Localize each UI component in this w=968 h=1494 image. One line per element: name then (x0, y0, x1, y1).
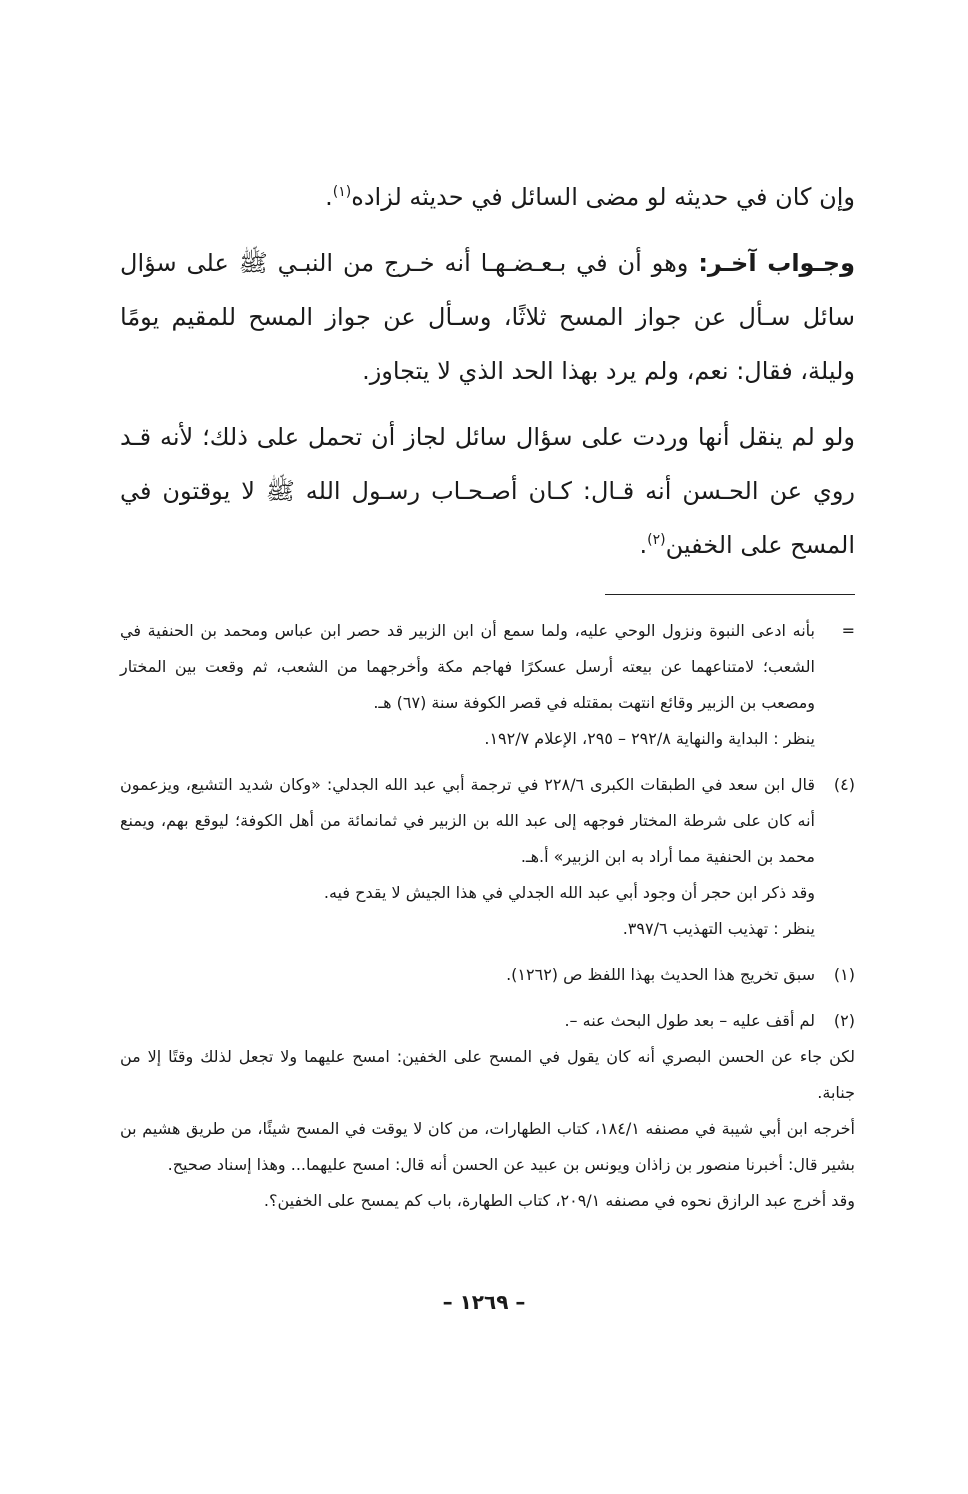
main-paragraph-2 (120, 236, 855, 398)
footnote-mark: (٤) (833, 775, 855, 794)
footnote-text: سبق تخريج هذا الحديث بهذا اللفظ ص (١٢٦٢). (506, 965, 815, 984)
main-text-end: . (639, 531, 648, 559)
footnote-text: وقد ذكر ابن حجر أن وجود أبي عبد الله الجدلي في هذا الجيش لا يقدح فيه. (323, 883, 815, 902)
main-text-end: . (325, 183, 333, 211)
footnote-mark: (٢) (833, 1011, 855, 1030)
main-text: ولو لم ينقل أنها وردت على سؤال سائل لجاز أن تحمل على ذلك؛ لأنه قـد روي عن الحـسن أنه قـال: كـان أصـحـاب رسـول الله ﷺ لا يوقتون في المسح على الخفين (120, 423, 855, 559)
footnote-text: وقد أخرج عبد الرازق نحوه في مصنفه ٢٠٩/١، كتاب الطهارة، باب كم يمسح على الخفين؟. (263, 1191, 855, 1210)
main-text: وهو أن في بـعـضـهـا أنه خـرج من النبـي ﷺ على سؤال سائل سـأل عن جواز المسح ثلاثًا، وسـأل عن جواز المسح للمقيم يومًا وليلة، فقال: نعم، ولم يرد بهذا الحد الذي لا يتجاوز. (120, 249, 855, 385)
footnote-ref-1: (١) (332, 184, 352, 200)
main-paragraph-3 (120, 410, 855, 572)
footnote-text: لكن جاء عن الحسن البصري أنه كان يقول في المسح على الخفين: امسح عليهما ولا تجعل لذلك وقتًا إلا من جنابة. (120, 1047, 855, 1102)
footnote-mark: = (841, 621, 855, 640)
footnote-text: لم أقف عليه – بعد طول البحث عنه –. (564, 1011, 815, 1030)
main-text: وإن كان في حديثه لو مضى السائل في حديثه لزاده (351, 183, 855, 211)
footnote-text: قال ابن سعد في الطبقات الكبرى ٢٢٨/٦ في ترجمة أبي عبد الله الجدلي: «وكان شديد التشيع، ويزعمون أنه كان على شرطة المختار فوجهه إلى عبد الله بن الزبير في ثمانمائة من أهل الكوفة؛ ليوقع بهم، ويمنع محمد بن الحنفية مما أراد به ابن الزبير» أ.هـ. (120, 775, 816, 866)
footnote-text: أخرجه ابن أبي شيبة في مصنفه ١٨٤/١، كتاب الطهارات، من كان لا يوقت في المسح شيئًا، من طريق هشيم بن بشير قال: أخبرنا منصور بن زاذان ويونس بن عبيد عن الحسن أنه قال: امسح عليهما... وهذا إسناد صحيح. (120, 1119, 856, 1174)
footnote-2 (120, 1003, 855, 1219)
footnote-reference: ينظر : البداية والنهاية ٢٩٢/٨ – ٢٩٥، الإعلام ١٩٢/٧. (484, 729, 815, 748)
main-paragraph-1 (120, 170, 855, 224)
footnote-ref-2: (٢) (647, 532, 666, 548)
page-number: – ١٢٦٩ – (442, 1290, 526, 1314)
footnote-text: بأنه ادعى النبوة ونزول الوحي عليه، ولما سمع أن ابن الزبير قد حصر ابن عباس ومحمد بن الحنفية في الشعب؛ لامتناعهما عن بيعته أرسل عسكرًا فهاجم مكة وأخرجهما من الشعب، ثم وقعت بين المختار ومصعب بن الزبير وقائع انتهت بمقتله في قصر الكوفة سنة (٦٧) هـ. (120, 621, 815, 712)
footnote-4 (120, 767, 855, 947)
page-body (120, 170, 855, 1219)
footnote-continued (120, 613, 855, 757)
footnote-divider (605, 594, 855, 595)
paragraph-lead: وجـواب آخـر: (698, 249, 856, 277)
footnote-reference: ينظر : تهذيب التهذيب ٣٩٧/٦. (622, 919, 815, 938)
footnote-mark: (١) (833, 965, 855, 984)
footnote-1 (120, 957, 855, 993)
